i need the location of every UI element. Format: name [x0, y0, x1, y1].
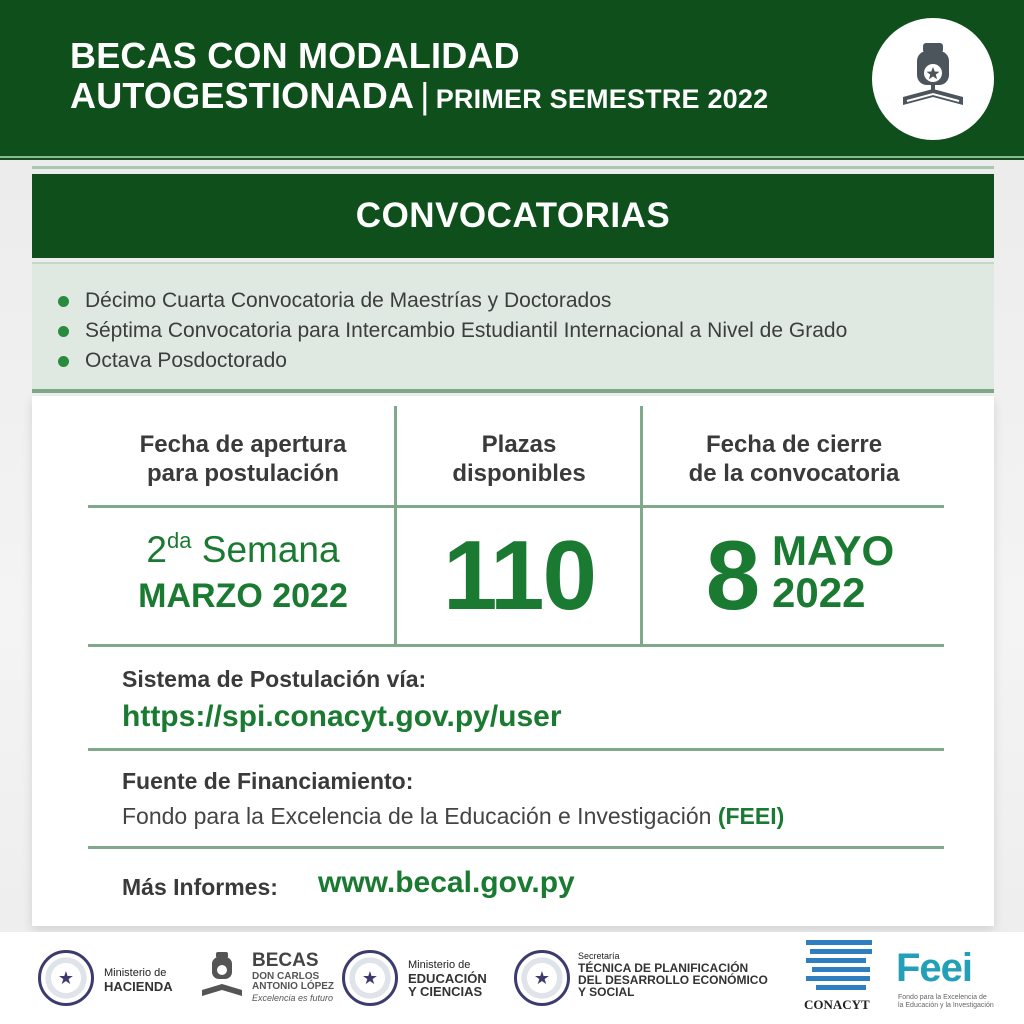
section-divider	[88, 846, 944, 849]
plazas-value: 110	[442, 520, 596, 630]
feei-logo: Feei	[896, 946, 973, 990]
table-bottom-divider	[88, 644, 944, 647]
financiamiento-name: Fondo para la Excelencia de la Educación e Investigación	[122, 803, 712, 829]
cierre-month-year	[772, 527, 895, 616]
col-head-line: Fecha de apertura	[139, 431, 347, 458]
apertura-week-word: Semana	[201, 529, 340, 570]
cierre-year: 2022	[772, 569, 866, 616]
apertura-week-number: 2	[146, 529, 167, 570]
financiamiento-abbr: (FEEI)	[717, 803, 785, 829]
col-head-plazas	[398, 430, 640, 488]
bullet-icon	[58, 356, 69, 367]
title-subtitle: PRIMER SEMESTRE 2022	[435, 84, 769, 114]
stp-line3: Y SOCIAL	[578, 985, 635, 999]
section-divider	[88, 748, 944, 751]
hacienda-small: Ministerio de	[104, 967, 167, 979]
column-divider	[394, 406, 397, 646]
convocatorias-title: CONVOCATORIAS	[355, 196, 671, 235]
becas-lamp-icon	[198, 950, 246, 1002]
title-separator: |	[420, 75, 430, 116]
stp-small: Secretaría	[578, 951, 620, 961]
col-head-line: disponibles	[452, 460, 586, 487]
cierre-day: 8	[705, 520, 761, 630]
mec-name-2: Y CIENCIAS	[408, 984, 483, 999]
financiamiento-label: Fuente de Financiamiento:	[122, 768, 414, 794]
apertura-week	[92, 528, 394, 572]
conacyt-label: CONACYT	[804, 997, 870, 1012]
postulacion-label: Sistema de Postulación vía:	[122, 666, 427, 692]
becas-title: BECAS	[252, 950, 319, 971]
feei-tag-1: Fondo para la Excelencia de	[898, 994, 987, 1001]
becas-tagline: Excelencia es futuro	[252, 993, 334, 1003]
becas-line3: ANTONIO LÓPEZ	[252, 981, 335, 992]
stp-line1: TÉCNICA DE PLANIFICACIÓN	[578, 961, 749, 975]
col-head-line: para postulación	[146, 460, 340, 487]
col-head-apertura	[92, 430, 394, 488]
list-item	[32, 286, 994, 316]
frame-top-line	[32, 166, 994, 169]
apertura-week-ordinal: da	[167, 528, 192, 553]
page-title	[70, 36, 768, 119]
cierre-month: MAYO	[772, 527, 895, 574]
col-head-cierre	[644, 430, 944, 488]
title-line2: AUTOGESTIONADA	[70, 75, 415, 116]
convocatorias-band	[32, 174, 994, 258]
convocatorias-list	[32, 262, 994, 390]
list-divider	[32, 389, 994, 393]
feei-tag-2: la Educación y la Investigación	[898, 1002, 994, 1009]
becas-logo-badge	[872, 18, 994, 140]
informes-label: Más Informes:	[122, 874, 278, 900]
becas-line2: DON CARLOS	[252, 971, 320, 982]
header-divider	[0, 156, 1024, 158]
list-item	[32, 316, 994, 346]
mec-name-1: EDUCACIÓN	[408, 971, 487, 986]
column-divider	[640, 406, 643, 646]
col-head-line: Plazas	[481, 431, 557, 458]
paraguay-seal-icon: ★	[342, 950, 398, 1006]
lamp-book-icon	[893, 39, 973, 119]
stp-line2: DEL DESARROLLO ECONÓMICO	[578, 973, 768, 987]
list-item-text: Décimo Cuarta Convocatoria de Maestrías y Doctorados	[85, 289, 612, 312]
mec-small: Ministerio de	[408, 959, 471, 971]
col-head-line: de la convocatoria	[688, 460, 900, 487]
postulacion-link[interactable]: https://spi.conacyt.gov.py/user	[122, 700, 562, 733]
list-item	[32, 346, 994, 376]
financiamiento-text	[122, 803, 784, 830]
table-header-divider	[88, 505, 944, 508]
list-item-text: Séptima Convocatoria para Intercambio Estudiantil Internacional a Nivel de Grado	[85, 319, 848, 342]
conacyt-logo-icon	[806, 940, 872, 996]
hacienda-name: HACIENDA	[104, 979, 173, 994]
paraguay-seal-icon: ★	[514, 950, 570, 1006]
bullet-icon	[58, 296, 69, 307]
informes-link[interactable]: www.becal.gov.py	[318, 866, 575, 899]
list-item-text: Octava Posdoctorado	[85, 349, 287, 372]
col-head-line: Fecha de cierre	[705, 431, 883, 458]
apertura-month: MARZO 2022	[138, 577, 348, 615]
paraguay-seal-icon: ★	[38, 950, 94, 1006]
title-line1: BECAS CON MODALIDAD	[70, 35, 520, 76]
bullet-icon	[58, 326, 69, 337]
